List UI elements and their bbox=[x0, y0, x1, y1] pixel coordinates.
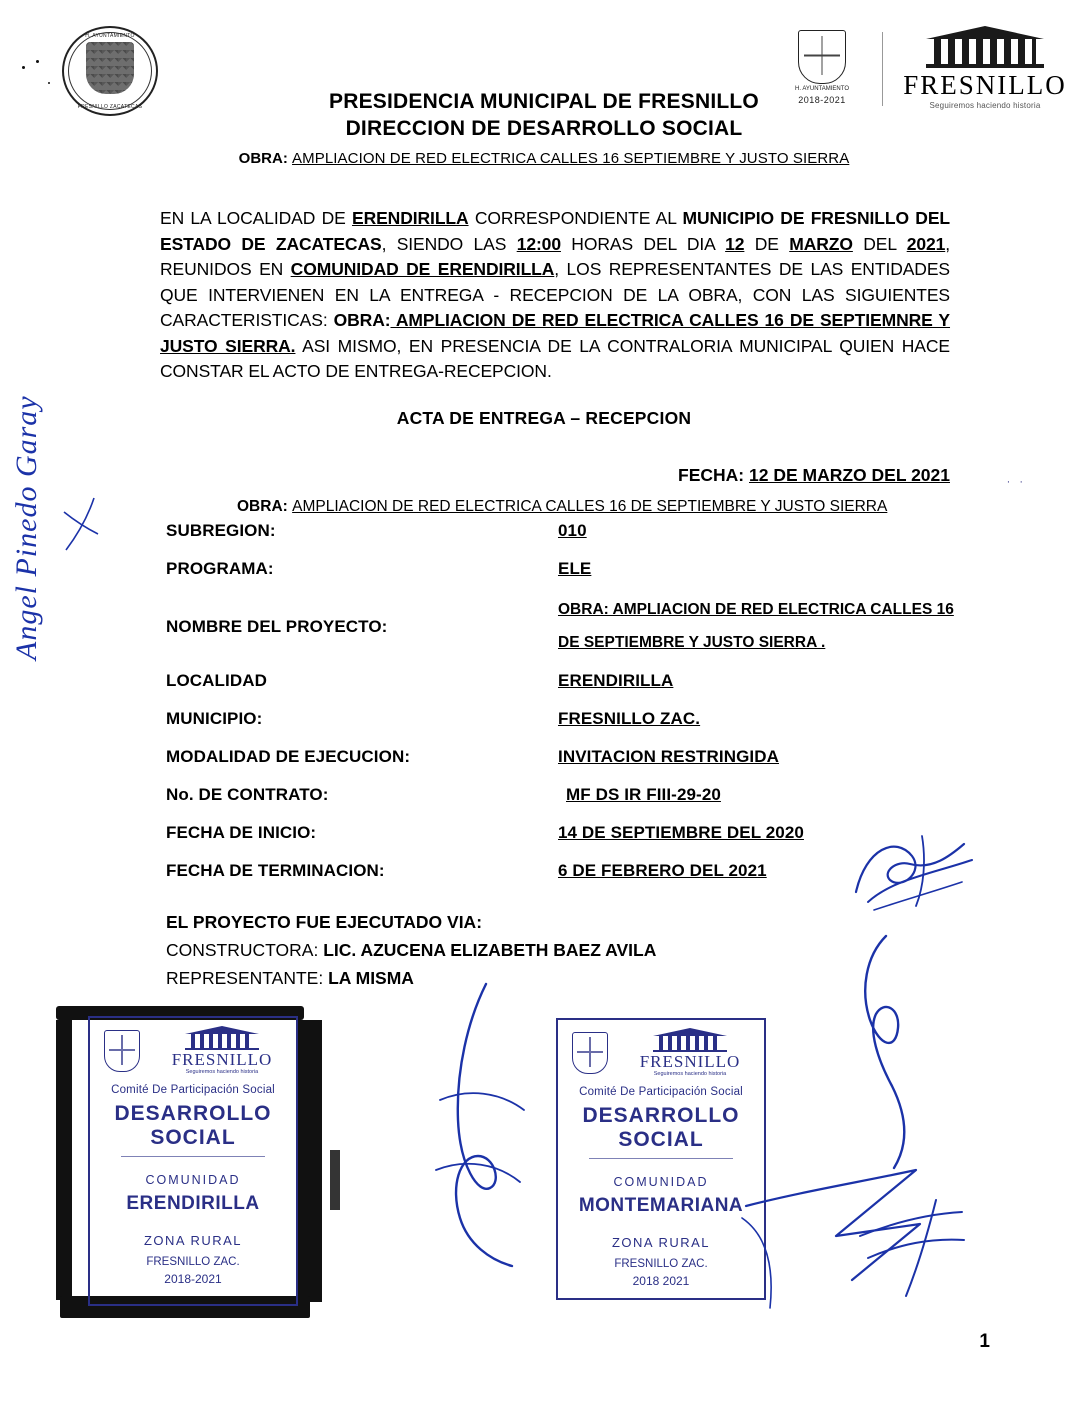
stamp-brand bbox=[152, 1026, 292, 1075]
executed-via-title: EL PROYECTO FUE EJECUTADO VIA: bbox=[166, 912, 483, 932]
header-obra-value: AMPLIACION DE RED ELECTRICA CALLES 16 SEPTIEMBRE Y JUSTO SIERRA bbox=[292, 150, 850, 167]
fecha-line bbox=[678, 465, 950, 486]
ink-mark-right: · · bbox=[1006, 476, 1026, 488]
brand-tagline: Seguiremos haciendo historia bbox=[929, 101, 1041, 110]
para-comunidad: COMUNIDAD DE ERENDIRILLA bbox=[290, 259, 555, 279]
field-row-municipio bbox=[166, 709, 966, 747]
seal-right-years: 2018-2021 bbox=[798, 95, 846, 105]
para-obra-value: AMPLIACION DE RED ELECTRICA CALLES 16 DE SEPTIEMNRE Y JUSTO SIERRA. bbox=[160, 310, 951, 356]
representante-value: LA MISMA bbox=[328, 968, 414, 988]
stamp-brand-tagline: Seguiremos haciendo historia bbox=[185, 1069, 259, 1075]
field-row-fecha-inicio bbox=[166, 823, 966, 861]
para-obra-label: OBRA: bbox=[333, 310, 391, 330]
toner-smudge bbox=[56, 1020, 72, 1300]
para-mes: MARZO bbox=[789, 233, 853, 254]
para-e: DE bbox=[744, 233, 790, 254]
constructora-label: CONSTRUCTORA: bbox=[166, 940, 319, 960]
page-subtitle: DIRECCION DE DESARROLLO SOCIAL bbox=[345, 117, 743, 140]
field-value-programa: ELE bbox=[558, 559, 592, 578]
seal-left-bottom-text: FRESNILLO ZACATECAS bbox=[77, 104, 143, 110]
para-b: CORRESPONDIENTE AL bbox=[468, 208, 683, 228]
stamp-building-icon bbox=[653, 1028, 727, 1052]
signature-scrawl-low-right bbox=[740, 1140, 980, 1330]
stamp-zone: ZONA RURAL bbox=[611, 1235, 711, 1250]
para-g: , REUNIDOS EN bbox=[160, 233, 950, 279]
stamp-years: 2018-2021 bbox=[164, 1272, 222, 1286]
toner-smudge bbox=[296, 1020, 322, 1302]
signature-scrawl-center bbox=[420, 980, 550, 1280]
stamp-building-icon bbox=[185, 1026, 259, 1050]
handwritten-mark-icon bbox=[58, 494, 98, 542]
stamp-montemariana bbox=[556, 1018, 766, 1300]
stamp-community-label: COMUNIDAD bbox=[145, 1173, 241, 1187]
field-value-municipio: FRESNILLO ZAC. bbox=[558, 709, 701, 728]
stamp-brand-word: FRESNILLO bbox=[171, 1050, 273, 1069]
building-icon bbox=[926, 26, 1044, 68]
para-anio: 2021 bbox=[906, 233, 946, 254]
field-row-fecha-terminacion bbox=[166, 861, 966, 899]
field-label-subregion: SUBREGION: bbox=[166, 521, 276, 540]
header-obra-label: OBRA: bbox=[238, 150, 288, 167]
para-hora: 12:00 bbox=[516, 233, 561, 254]
intro-paragraph bbox=[160, 206, 950, 385]
page-number: 1 bbox=[979, 1331, 990, 1352]
stamp-brand-tagline: Seguiremos haciendo historia bbox=[653, 1071, 727, 1077]
field-label-nombre-proyecto: NOMBRE DEL PROYECTO: bbox=[166, 617, 388, 636]
para-i: ASI MISMO, EN PRESENCIA DE LA CONTRALORIA MUNICIPAL QUIEN HACE CONSTAR EL ACTO DE ENTREGA-RECEPCION. bbox=[160, 335, 950, 381]
executed-via-block bbox=[166, 908, 656, 992]
brand-wordmark: FRESNILLO bbox=[903, 70, 1067, 100]
field-row-localidad bbox=[166, 671, 966, 709]
field-label-modalidad: MODALIDAD DE EJECUCION: bbox=[166, 747, 411, 766]
page-title: PRESIDENCIA MUNICIPAL DE FRESNILLO bbox=[329, 90, 759, 113]
field-value-localidad: ERENDIRILLA bbox=[558, 671, 674, 690]
stamp-community-label: COMUNIDAD bbox=[613, 1175, 709, 1189]
field-value-fecha-terminacion: 6 DE FEBRERO DEL 2021 bbox=[558, 861, 767, 880]
stamp-divider bbox=[121, 1156, 265, 1157]
field-label-fecha-terminacion: FECHA DE TERMINACION: bbox=[166, 861, 385, 880]
stamp-subtitle: Comité De Participación Social bbox=[111, 1084, 275, 1096]
para-dia: 12 bbox=[725, 233, 745, 254]
header-titles bbox=[0, 88, 1088, 167]
stamp-zone: ZONA RURAL bbox=[143, 1233, 243, 1248]
stamp-main-text: DESARROLLO SOCIAL bbox=[114, 1102, 272, 1149]
stamp-brand-word: FRESNILLO bbox=[639, 1052, 741, 1071]
seal-right-top-text: H. AYUNTAMIENTO bbox=[794, 86, 849, 92]
stamp-community-name: MONTEMARIANA bbox=[578, 1195, 744, 1216]
stamp-shield-icon bbox=[572, 1032, 608, 1074]
stamp-city: FRESNILLO ZAC. bbox=[614, 1258, 708, 1270]
stamp-shield-icon bbox=[104, 1030, 140, 1072]
seal-left-top-text: H. AYUNTAMIENTO bbox=[85, 33, 135, 39]
para-d: HORAS DEL DIA bbox=[560, 233, 726, 254]
para-h: , LOS REPRESENTANTES DE LAS ENTIDADES QUE INTERVIENEN EN LA ENTREGA - RECEPCION DE LA OBRA, CON LAS SIGUIENTES CARACTERISTICAS: bbox=[160, 259, 950, 330]
field-row-modalidad bbox=[166, 747, 966, 785]
stamp-erendirilla bbox=[88, 1016, 298, 1306]
ink-specks bbox=[22, 60, 62, 90]
field-value-subregion: 010 bbox=[558, 521, 587, 540]
representante-label: REPRESENTANTE: bbox=[166, 968, 324, 988]
stamp-logo-row bbox=[558, 1028, 764, 1080]
constructora-value: LIC. AZUCENA ELIZABETH BAEZ AVILA bbox=[323, 940, 657, 960]
acta-obra-line bbox=[237, 498, 887, 516]
field-label-programa: PROGRAMA: bbox=[166, 559, 274, 578]
para-municipio: MUNICIPIO DE FRESNILLO DEL ESTADO DE ZACATECAS bbox=[160, 208, 950, 254]
document-header bbox=[0, 0, 1088, 167]
para-localidad: ERENDIRILLA bbox=[352, 208, 469, 228]
field-value-nombre-proyecto bbox=[558, 593, 978, 659]
fecha-value: 12 DE MARZO DEL 2021 bbox=[749, 465, 950, 485]
acta-obra-label: OBRA: bbox=[237, 498, 288, 515]
stamp-years: 2018 2021 bbox=[632, 1274, 690, 1288]
stamp-main-text: DESARROLLO SOCIAL bbox=[582, 1104, 740, 1151]
stamp-divider bbox=[589, 1158, 733, 1159]
stamp-subtitle: Comité De Participación Social bbox=[579, 1086, 743, 1098]
field-value-nombre-proyecto-line1: OBRA: AMPLIACION DE RED ELECTRICA CALLES 16 bbox=[558, 601, 954, 618]
header-obra-line bbox=[0, 150, 1088, 167]
toner-smudge bbox=[330, 1150, 340, 1210]
acta-title: ACTA DE ENTREGA – RECEPCION bbox=[396, 408, 692, 428]
field-label-fecha-inicio: FECHA DE INICIO: bbox=[166, 823, 317, 842]
stamp-community-name: ERENDIRILLA bbox=[126, 1193, 260, 1214]
field-label-localidad: LOCALIDAD bbox=[166, 671, 267, 690]
handwritten-left-signature: Angel Pinedo Garay bbox=[10, 395, 43, 660]
stamp-logo-row bbox=[90, 1026, 296, 1078]
constructora-line bbox=[166, 936, 656, 964]
fecha-label: FECHA: bbox=[678, 465, 745, 485]
field-row-contrato bbox=[166, 785, 966, 823]
field-value-contrato: MF DS IR FIII-29-20 bbox=[566, 785, 721, 804]
signature-scrawl-top-right bbox=[852, 830, 982, 920]
stamp-brand bbox=[620, 1028, 760, 1077]
field-label-contrato: No. DE CONTRATO: bbox=[166, 785, 329, 804]
field-value-nombre-proyecto-line2: DE SEPTIEMBRE Y JUSTO SIERRA . bbox=[558, 634, 826, 651]
para-f: DEL bbox=[852, 233, 907, 254]
field-label-municipio: MUNICIPIO: bbox=[166, 709, 263, 728]
stamp-city: FRESNILLO ZAC. bbox=[146, 1256, 240, 1268]
field-value-modalidad: INVITACION RESTRINGIDA bbox=[558, 747, 780, 766]
para-c: , SIENDO LAS bbox=[381, 233, 517, 254]
field-value-fecha-inicio: 14 DE SEPTIEMBRE DEL 2020 bbox=[558, 823, 804, 842]
representante-line bbox=[166, 964, 656, 992]
para-a: EN LA LOCALIDAD DE bbox=[160, 208, 352, 228]
acta-obra-value: AMPLIACION DE RED ELECTRICA CALLES 16 DE SEPTIEMBRE Y JUSTO SIERRA bbox=[292, 498, 888, 515]
